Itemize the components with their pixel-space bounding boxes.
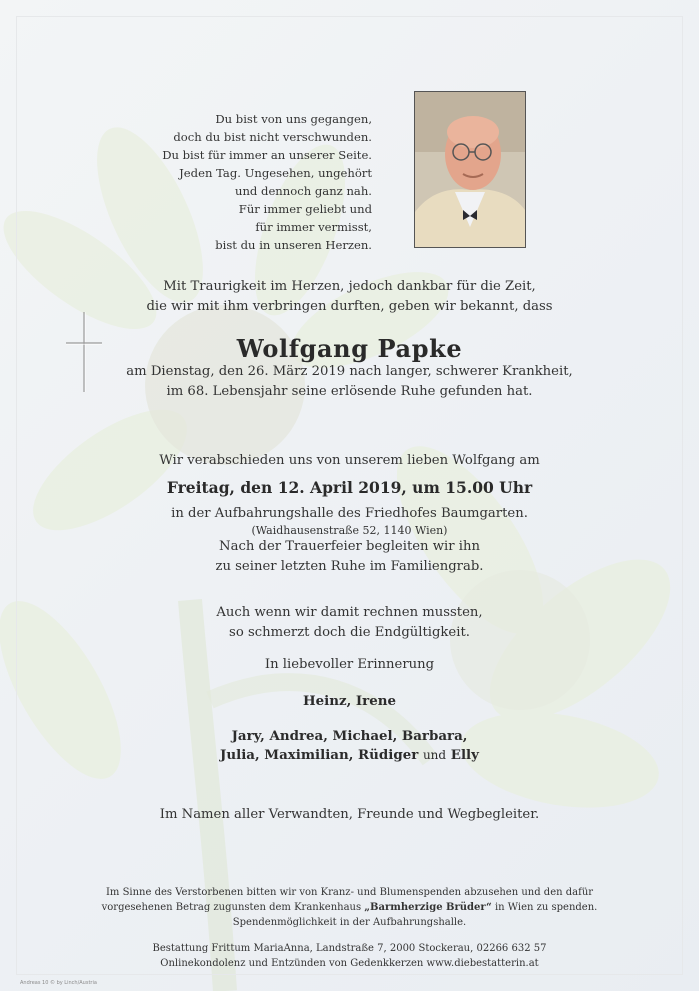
family-line-2: Jary, Andrea, Michael, Barbara,	[231, 728, 468, 744]
ceremony-location: in der Aufbahrungshalle des Friedhofes Baumgarten.	[171, 506, 528, 521]
deceased-name: Wolfgang Papke	[236, 334, 463, 363]
burial-line: Nach der Trauerfeier begleiten wir ihn	[219, 539, 480, 554]
farewell-intro: Wir verabschieden uns von unserem lieben Wolfgang am	[159, 453, 540, 468]
ceremony-address: (Waidhausenstraße 52, 1140 Wien)	[251, 524, 448, 537]
donation-line	[0, 900, 699, 915]
memory-line: In liebevoller Erinnerung	[264, 657, 435, 672]
quote-line: Auch wenn wir damit rechnen mussten,	[216, 605, 483, 620]
death-line: am Dienstag, den 26. März 2019 nach langer, schwerer Krankheit,	[126, 364, 573, 379]
family-last-name: Elly	[450, 747, 479, 763]
poem-line: und dennoch ganz nah.	[234, 184, 372, 198]
poem	[150, 110, 372, 254]
family-line-3	[0, 745, 699, 766]
death-line: im 68. Lebensjahr seine erlösende Ruhe gefunden hat.	[166, 384, 533, 399]
poem-line: Du bist für immer an unserer Seite.	[162, 148, 372, 162]
quote-line: so schmerzt doch die Endgültigkeit.	[229, 625, 470, 640]
donation-line: Im Sinne des Verstorbenen bitten wir von Kranz- und Blumenspenden abzusehen und den dafür	[105, 887, 594, 898]
intro-line: die wir mit ihm verbringen durften, geben wir bekannt, dass	[146, 299, 553, 314]
burial-info	[0, 537, 699, 577]
poem-line: bist du in unseren Herzen.	[215, 238, 372, 252]
family-line-1: Heinz, Irene	[302, 693, 396, 709]
footer-line: Bestattung Frittum MariaAnna, Landstraße 7, 2000 Stockerau, 02266 632 57	[152, 943, 547, 954]
poem-line: für immer vermisst,	[255, 220, 372, 234]
quote	[0, 603, 699, 643]
ceremony-date: Freitag, den 12. April 2019, um 15.00 Uhr	[166, 478, 533, 497]
poem-line: Du bist von uns gegangen,	[215, 112, 372, 126]
funeral-home-info	[0, 941, 699, 971]
donation-line: Spendenmöglichkeit in der Aufbahrungshalle.	[232, 917, 467, 928]
print-note: Andreas 10 © by Linch/Austria	[20, 980, 97, 986]
poem-line: Jeden Tag. Ungesehen, ungehört	[179, 166, 372, 180]
portrait-photo	[414, 91, 526, 248]
intro-line: Mit Traurigkeit im Herzen, jedoch dankbar für die Zeit,	[163, 279, 536, 294]
donation-text: vorgesehenen Betrag zugunsten dem Krankenhaus	[101, 902, 362, 913]
footer-line: Onlinekondolenz und Entzünden von Gedenkkerzen www.diebestatterin.at	[160, 958, 539, 969]
donation-note	[0, 885, 699, 930]
family-und: und	[422, 748, 447, 762]
intro	[0, 277, 699, 317]
burial-line: zu seiner letzten Ruhe im Familiengrab.	[215, 559, 484, 574]
hospital-name: „Barmherzige Brüder“	[364, 902, 492, 913]
family-names: Julia, Maximilian, Rüdiger	[220, 747, 419, 763]
poem-line: doch du bist nicht verschwunden.	[173, 130, 372, 144]
donation-text: in Wien zu spenden.	[494, 902, 598, 913]
death-notice	[0, 362, 699, 402]
poem-line: Für immer geliebt und	[238, 202, 372, 216]
relatives-line: Im Namen aller Verwandten, Freunde und Wegbegleiter.	[159, 807, 540, 822]
